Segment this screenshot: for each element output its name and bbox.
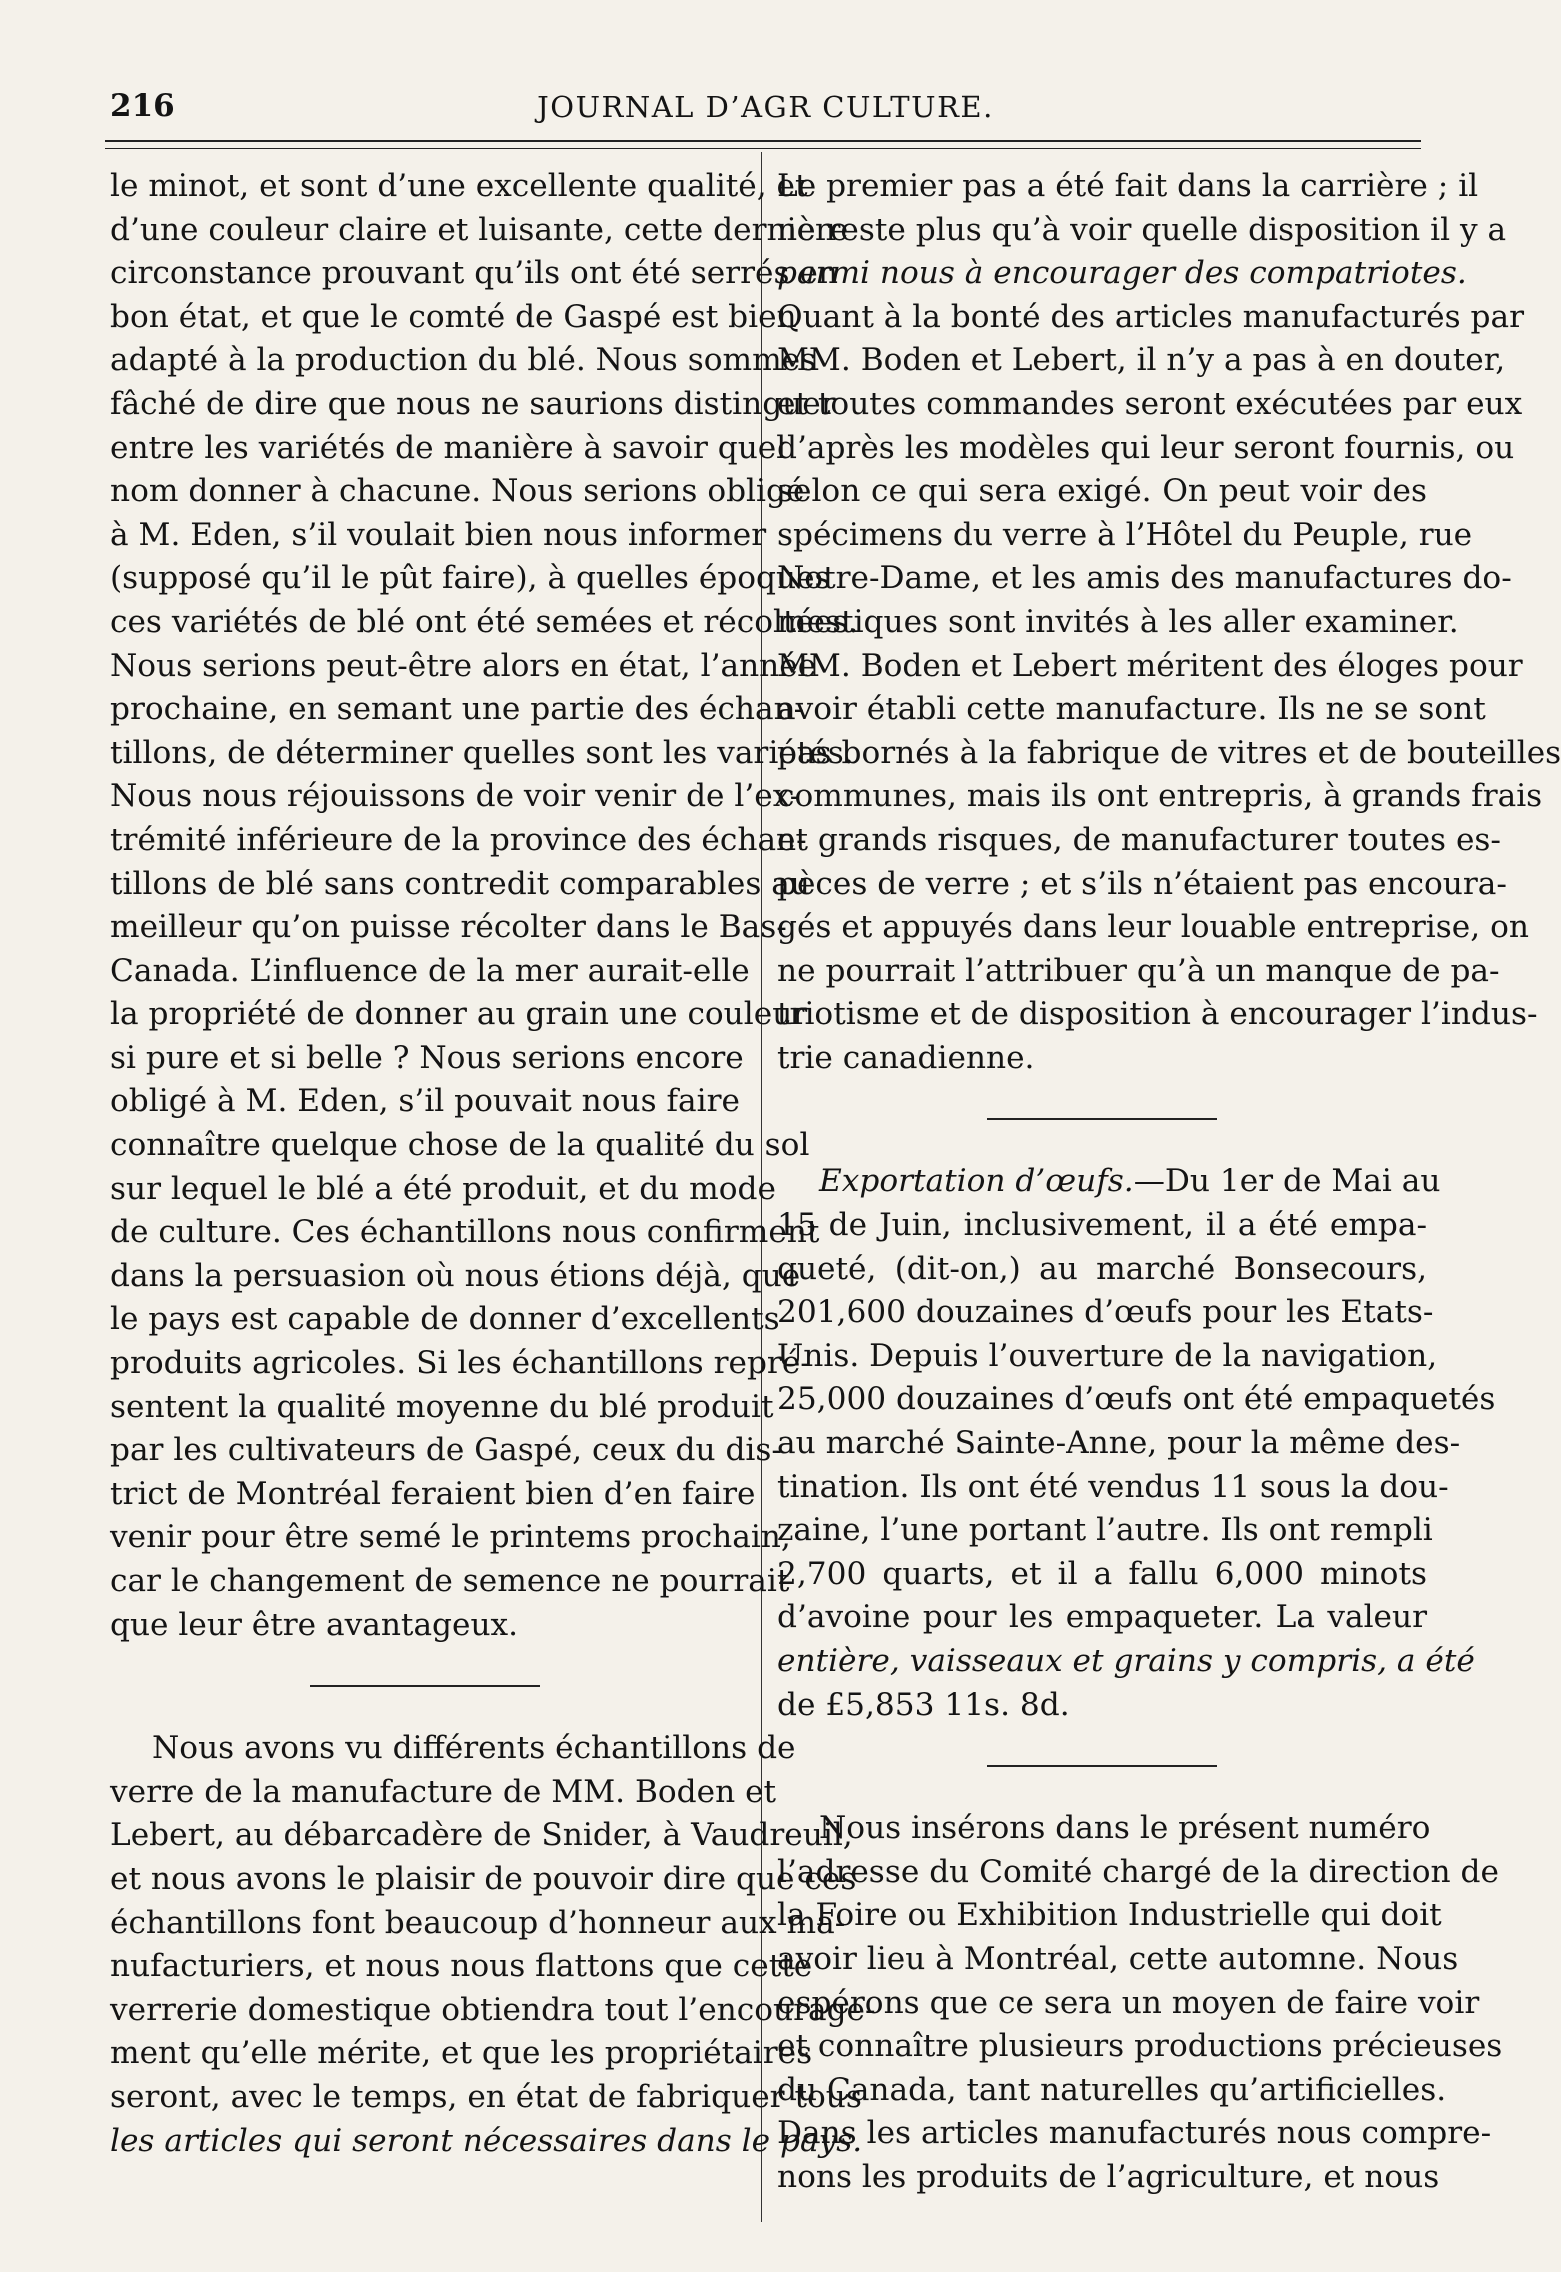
text-line: de £5,853 11s. 8d. (777, 1686, 1070, 1723)
text-line: venir pour être semé le printems prochain, (110, 1519, 791, 1556)
text-line: et nous avons le plaisir de pouvoir dire que ces (110, 1860, 857, 1897)
text-line: selon ce qui sera exigé. On peut voir des (777, 473, 1427, 510)
text-line: sur lequel le blé a été produit, et du mode (110, 1170, 776, 1207)
text-line: zaine, l’une portant l’autre. Ils ont rempli (777, 1512, 1433, 1549)
right-column (777, 165, 1561, 2200)
text-line (777, 1160, 1441, 1204)
header-rule (105, 140, 1421, 149)
text-line: Nous insérons dans le présent numéro (819, 1810, 1431, 1847)
text-line: produits agricoles. Si les échantillons repré- (110, 1345, 811, 1382)
text-line: obligé à M. Eden, s’il pouvait nous faire (110, 1083, 740, 1120)
text-line: tination. Ils ont été vendus 11 sous la dou- (777, 1468, 1449, 1505)
text-line: entre les variétés de manière à savoir quel (110, 429, 787, 466)
text-line: à M. Eden, s’il voulait bien nous informer (110, 516, 767, 553)
text-line: d’après les modèles qui leur seront fournis, ou (777, 429, 1515, 466)
text-line: la Foire ou Exhibition Industrielle qui doit (777, 1897, 1442, 1934)
text-line: pèces de verre ; et s’ils n’étaient pas encoura- (777, 865, 1507, 902)
text-line: d’une couleur claire et luisante, cette dernière (110, 211, 849, 248)
text-line: trémité inférieure de la province des échan- (110, 821, 807, 858)
text-line: si pure et si belle ? Nous serions encore (110, 1039, 744, 1076)
text-line: connaître quelque chose de la qualité du sol (110, 1127, 810, 1164)
text-line: verrerie domestique obtiendra tout l’encourage- (110, 1991, 876, 2028)
page-header (110, 88, 1421, 128)
text-line: parmi nous à encourager des compatriotes. (777, 255, 1467, 292)
text-fragment: —Du 1er de Mai au (1133, 1163, 1441, 1200)
section-separator (310, 1685, 540, 1687)
text-line: 15 de Juin, inclusivement, il a été empa- (777, 1207, 1427, 1244)
text-line: d’avoine pour les empaqueter. La valeur (777, 1599, 1427, 1636)
text-line: seront, avec le temps, en état de fabriquer tous (110, 2078, 862, 2115)
text-line: avoir lieu à Montréal, cette automne. Nous (777, 1940, 1459, 1977)
text-line: prochaine, en semant une partie des échan- (110, 691, 805, 728)
text-line: ment qu’elle mérite, et que les propriétaires (110, 2035, 813, 2072)
text-line: espérons que ce sera un moyen de faire voir (777, 1984, 1480, 2021)
text-line: dans la persuasion où nous étions déjà, que (110, 1257, 801, 1294)
text-line: MM. Boden et Lebert, il n’y a pas à en douter, (777, 342, 1506, 379)
text-line: pas bornés à la fabrique de vitres et de bouteilles (777, 734, 1561, 771)
right-paragraph-2 (777, 1160, 1496, 1727)
text-line: MM. Boden et Lebert méritent des éloges pour (777, 647, 1523, 684)
text-line: gés et appuyés dans leur louable entreprise, on (777, 909, 1529, 946)
text-line: et toutes commandes seront exécutées par eux (777, 385, 1523, 422)
text-line: la propriété de donner au grain une couleur (110, 996, 808, 1033)
text-line: et grands risques, de manufacturer toutes es- (777, 821, 1501, 858)
text-line: spécimens du verre à l’Hôtel du Peuple, rue (777, 516, 1473, 553)
text-line: de culture. Ces échantillons nous confirment (110, 1214, 820, 1251)
text-line: Lebert, au débarcadère de Snider, à Vaudreuil, (110, 1817, 853, 1854)
text-line: 201,600 douzaines d’œufs pour les Etats- (777, 1294, 1434, 1331)
text-line: tillons de blé sans contredit comparables au (110, 865, 810, 902)
text-line: Nous serions peut-être alors en état, l’année (110, 647, 817, 684)
left-paragraph-2 (110, 1727, 876, 2163)
text-line: tillons, de déterminer quelles sont les variétés. (110, 734, 854, 771)
left-column (110, 165, 876, 2163)
text-line: triotisme et de disposition à encourager l’indus- (777, 996, 1538, 1033)
text-line: communes, mais ils ont entrepris, à grands frais (777, 778, 1543, 815)
text-line: avoir établi cette manufacture. Ils ne se sont (777, 691, 1486, 728)
text-line: bon état, et que le comté de Gaspé est bien (110, 298, 797, 335)
text-line: Quant à la bonté des articles manufacturés par (777, 298, 1524, 335)
section-separator (987, 1118, 1217, 1120)
text-line: Le premier pas a été fait dans la carrière ; il (777, 168, 1479, 204)
text-line: car le changement de semence ne pourrait (110, 1563, 790, 1599)
text-line: le minot, et sont d’une excellente qualité, et (110, 168, 808, 204)
text-line: les articles qui seront nécessaires dans le pays. (110, 2122, 863, 2159)
text-line: nufacturiers, et nous nous flattons que cette (110, 1948, 813, 1985)
text-line: trict de Montréal feraient bien d’en faire (110, 1475, 756, 1512)
text-line: adapté à la production du blé. Nous sommes (110, 342, 817, 379)
text-line: au marché Sainte-Anne, pour la même des- (777, 1425, 1461, 1462)
text-line: sentent la qualité moyenne du blé produit (110, 1388, 774, 1425)
text-line: Unis. Depuis l’ouverture de la navigation, (777, 1337, 1438, 1374)
left-paragraph-1 (110, 165, 859, 1647)
text-line: 2,700 quarts, et il a fallu 6,000 minots (777, 1555, 1427, 1592)
text-line: que leur être avantageux. (110, 1606, 519, 1643)
text-line: ces variétés de blé ont été semées et récoltées. (110, 603, 859, 640)
text-line: ne pourrait l’attribuer qu’à un manque de pa- (777, 952, 1500, 989)
text-line: échantillons font beaucoup d’honneur aux ma- (110, 1904, 846, 1941)
text-line: Notre-Dame, et les amis des manufactures do- (777, 560, 1512, 597)
right-paragraph-1 (777, 165, 1561, 1080)
text-line: Nous nous réjouissons de voir venir de l’ex- (110, 778, 801, 815)
text-line: Canada. L’influence de la mer aurait-elle (110, 952, 750, 989)
text-line: queté, (dit-on,) au marché Bonsecours, (777, 1250, 1427, 1287)
text-line: nom donner à chacune. Nous serions obligé (110, 473, 805, 510)
text-line: Nous avons vu différents échantillons de (152, 1730, 796, 1767)
text-line: nons les produits de l’agriculture, et nous (777, 2158, 1440, 2195)
text-line: le pays est capable de donner d’excellents (110, 1301, 780, 1338)
right-paragraph-3 (777, 1807, 1503, 2199)
text-line: ne reste plus qu’à voir quelle disposition il y a (777, 211, 1507, 248)
text-line: verre de la manufacture de MM. Boden et (110, 1773, 777, 1810)
text-line: circonstance prouvant qu’ils ont été serrés en (110, 255, 838, 292)
text-line: du Canada, tant naturelles qu’artificielles. (777, 2071, 1447, 2108)
text-line: l’adresse du Comité chargé de la direction de (777, 1853, 1499, 1890)
text-line: et connaître plusieurs productions précieuses (777, 2028, 1503, 2065)
section-heading: Exportation d’œufs. (819, 1163, 1134, 1200)
text-line: trie canadienne. (777, 1039, 1035, 1076)
text-line: par les cultivateurs de Gaspé, ceux du dis- (110, 1432, 782, 1469)
text-line: entière, vaisseaux et grains y compris, a été (777, 1643, 1475, 1679)
section-separator (987, 1765, 1217, 1767)
text-line: mestiques sont invités à les aller examiner. (777, 603, 1459, 640)
text-line: fâché de dire que nous ne saurions distinguer (110, 385, 836, 422)
text-line: 25,000 douzaines d’œufs ont été empaquetés (777, 1381, 1496, 1418)
text-line: (supposé qu’il le pût faire), à quelles époques (110, 560, 831, 597)
text-line: meilleur qu’on puisse récolter dans le Bas- (110, 909, 787, 946)
text-line: Dans les articles manufacturés nous compre- (777, 2115, 1492, 2152)
running-title: JOURNAL D’AGR CULTURE. (537, 90, 994, 124)
page-number: 216 (110, 88, 175, 124)
